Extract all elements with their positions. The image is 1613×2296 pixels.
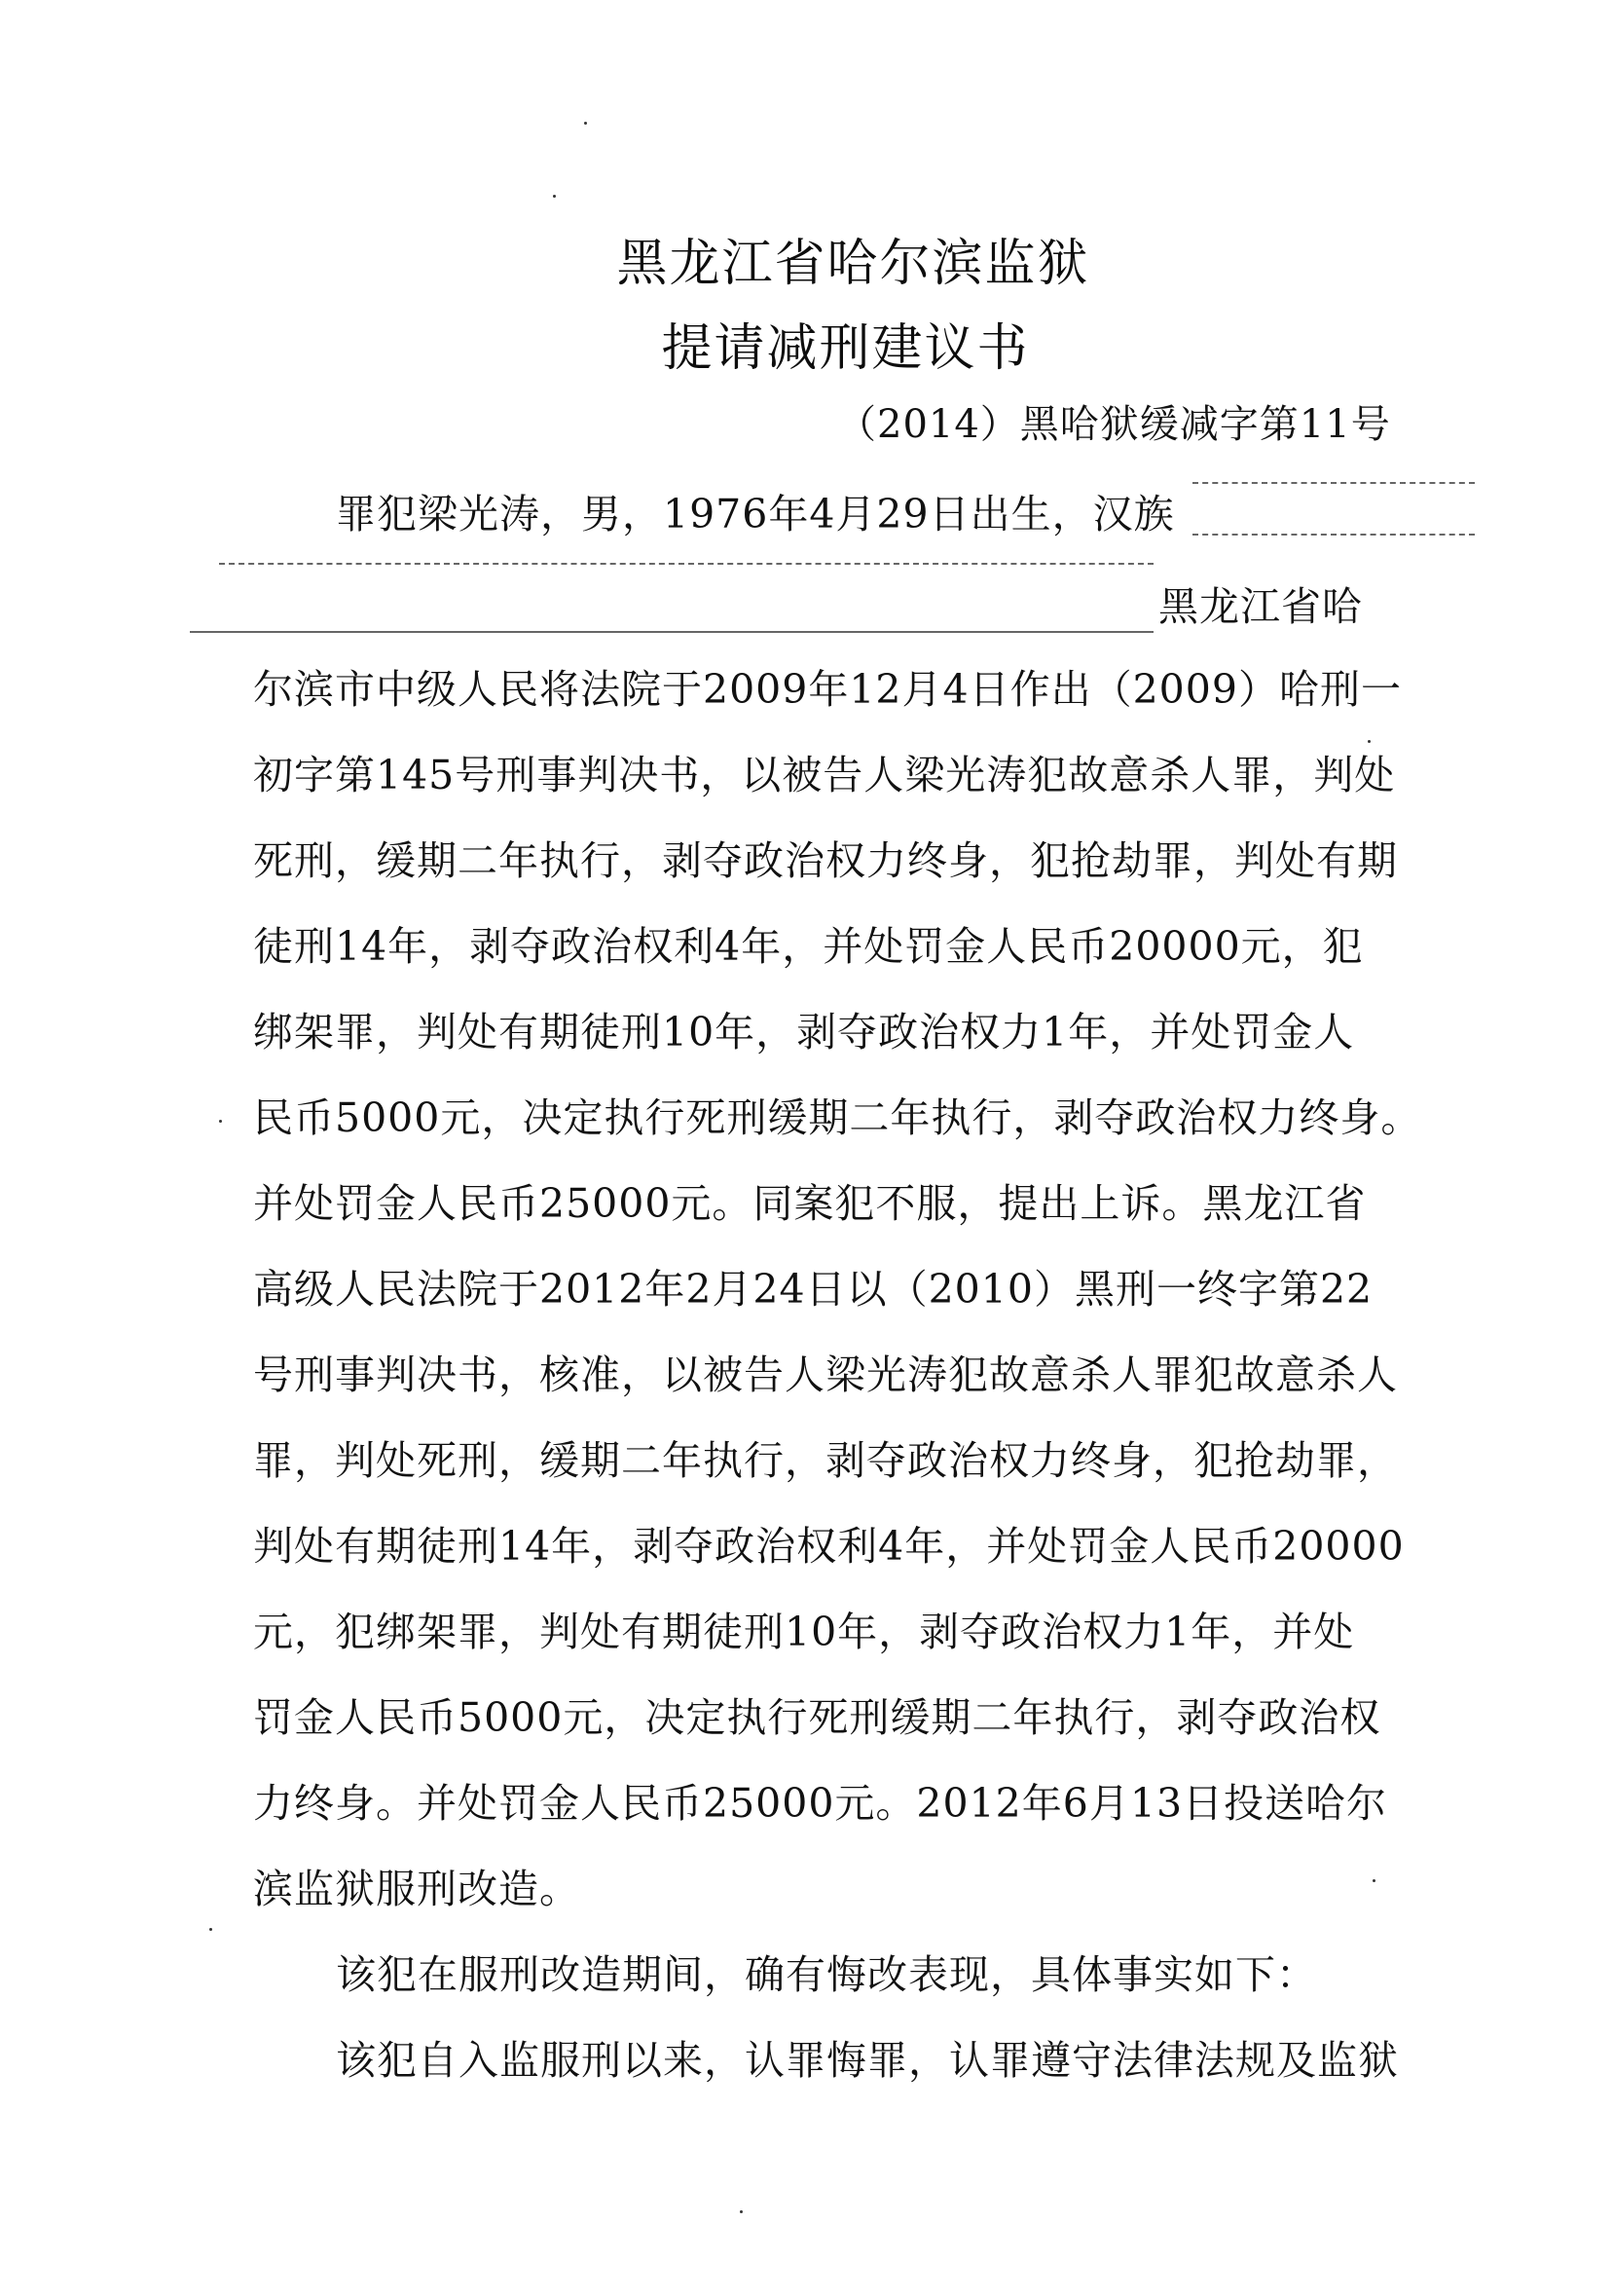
body-line-5: 死刑，缓期二年执行，剥夺政治权力终身，犯抢劫罪，判处有期 [253,837,1398,884]
body-line-12: 罪，判处死刑，缓期二年执行，剥夺政治权力终身，犯抢劫罪， [253,1437,1398,1484]
scan-speck [740,2210,743,2213]
body-line-9: 并处罚金人民币25000元。同案犯不服，提出上诉。黑龙江省 [253,1180,1367,1227]
body-line-8: 民币5000元，决定执行死刑缓期二年执行，剥夺政治权力终身。 [253,1094,1422,1141]
body-line-16: 力终身。并处罚金人民币25000元。2012年6月13日投送哈尔 [253,1780,1388,1827]
body-line-4: 初字第145号刑事判决书，以被告人梁光涛犯故意杀人罪，判处 [253,752,1396,798]
redaction-mark [219,563,1154,565]
body-line-1: 罪犯梁光涛，男，1976年4月29日出生，汉族 [336,491,1175,537]
scan-speck [553,195,556,198]
scan-speck [219,1120,222,1123]
document-title-line-2: 提请减刑建议书 [661,319,1030,378]
body-line-18: 该犯在服刑改造期间，确有悔改表现，具体事实如下： [336,1951,1317,1998]
body-line-19: 该犯自入监服刑以来，认罪悔罪，认罪遵守法律法规及监狱 [336,2037,1399,2084]
body-line-14: 元，犯绑架罪，判处有期徒刑10年，剥夺政治权力1年，并处 [253,1609,1355,1655]
body-line-6: 徒刑14年，剥夺政治权利4年，并处罚金人民币20000元，犯 [253,923,1364,970]
scan-speck [1373,1879,1375,1882]
document-title-line-1: 黑龙江省哈尔滨监狱 [616,235,1090,293]
scan-speck [1368,740,1371,743]
body-line-17: 滨监狱服刑改造。 [253,1866,580,1912]
body-line-3: 尔滨市中级人民将法院于2009年12月4日作出（2009）哈刑一 [253,666,1402,713]
document-number: （2014）黑哈狱缓减字第11号 [837,402,1391,447]
redaction-mark [1192,534,1475,536]
body-line-10: 高级人民法院于2012年2月24日以（2010）黑刑一终字第22 [253,1266,1374,1313]
redaction-mark [1192,482,1475,484]
body-line-15: 罚金人民币5000元，决定执行死刑缓期二年执行，剥夺政治权 [253,1694,1381,1741]
scan-speck [584,122,587,125]
body-line-7: 绑架罪，判处有期徒刑10年，剥夺政治权力1年，并处罚金人 [253,1009,1355,1055]
body-line-11: 号刑事判决书，核准，以被告人梁光涛犯故意杀人罪犯故意杀人 [253,1352,1398,1398]
redaction-mark [190,631,1154,633]
body-line-2: 黑龙江省哈 [1158,583,1363,630]
scan-speck [209,1928,212,1931]
body-line-13: 判处有期徒刑14年，剥夺政治权利4年，并处罚金人民币20000 [253,1523,1405,1570]
